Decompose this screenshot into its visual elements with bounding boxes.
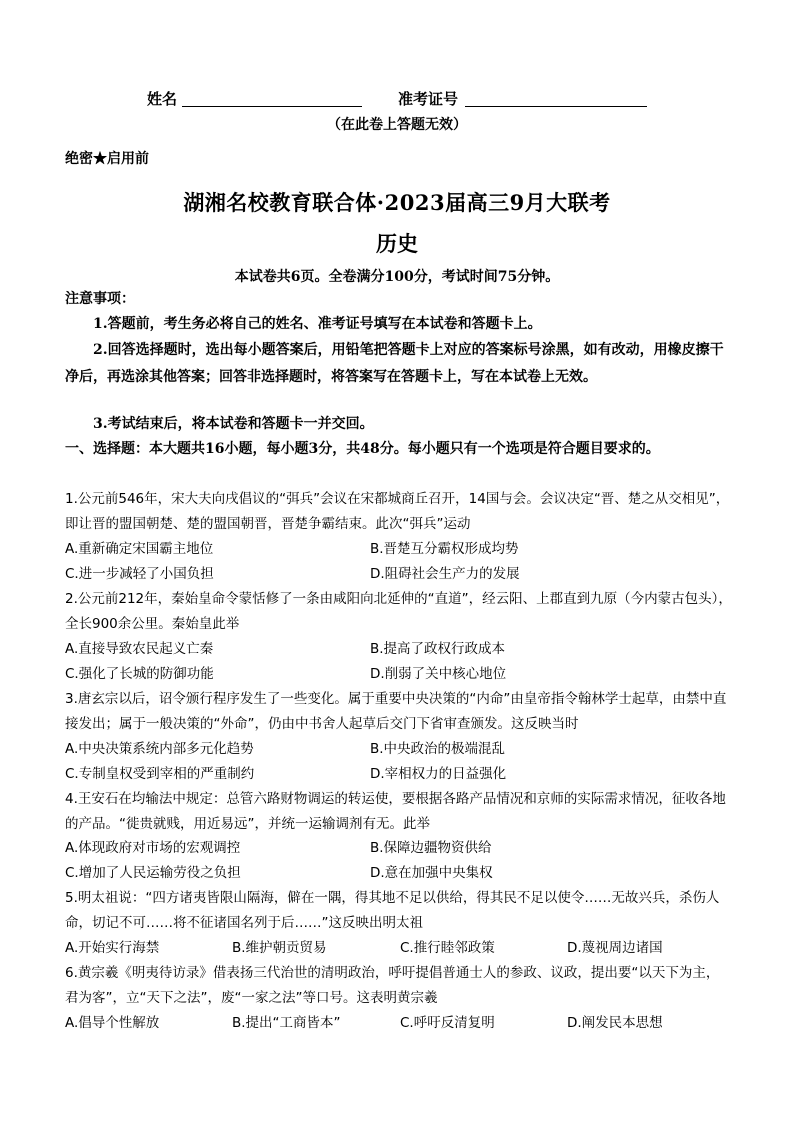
option-c: C.强化了长城的防御功能 [65,666,214,682]
option-c: C.增加了人民运输劳役之负担 [65,865,241,881]
option-d: D.宰相权力的日益强化 [370,766,507,782]
notice-item: 2.回答选择题时，选出每小题答案后，用铅笔把答题卡上对应的答案标号涂黑，如有改动，用橡皮擦干净后，再选涂其他答案；回答非选择题时，将答案写在答题卡上，写在本试卷上无效。 [65,342,724,385]
option-b: B.晋楚互分霸权形成均势 [370,541,519,557]
option-c: C.进一步减轻了小国负担 [65,566,214,582]
option-d: D.蔑视周边诸国 [567,940,663,956]
option-a: A.直接导致农民起义亡秦 [65,641,214,657]
notice-heading: 注意事项： [65,291,135,307]
exam-info: 本试卷共6页。全卷满分100分，考试时间75分钟。 [234,269,560,285]
notice-item: 1.答题前，考生务必将自己的姓名、准考证号填写在本试卷和答题卡上。 [93,316,542,332]
invalid-note: （在此卷上答题无效） [327,117,467,133]
name-label: 姓名 [147,90,178,108]
question-stem: 6.黄宗羲《明夷待访录》借表扬三代治世的清明政治，呼吁提倡普通士人的参政、议政，提出要“以天下为主，君为客”，立“天下之法”，废“一家之法”等口号。这表明黄宗羲 [65,965,720,1006]
option-b: B.提高了政权行政成本 [370,641,506,657]
option-c: C.专制皇权受到宰相的严重制约 [65,766,255,782]
option-c: C.推行睦邻政策 [400,940,495,956]
option-d: D.削弱了关中核心地位 [370,666,507,682]
question-stem: 3.唐玄宗以后，诏令颁行程序发生了一些变化。属于重要中央决策的“内命”由皇帝指令翰林学士起草，由禁中直接发出；属于一般决策的“外命”，仍由中书舍人起草后交门下省审查颁发。这反映当时 [65,691,727,732]
option-c: C.呼吁反清复明 [400,1015,495,1031]
question-stem: 4.王安石在均输法中规定：总管六路财物调运的转运使，要根据各路产品情况和京师的实际需求情况，征收各地的产品。“徙贵就贱，用近易远”，并统一运输调剂有无。此举 [65,791,726,832]
question-stem: 2.公元前212年，秦始皇命令蒙恬修了一条由咸阳向北延伸的“直道”，经云阳、上郡直到九原（今内蒙古包头），全长900余公里。秦始皇此举 [65,591,732,632]
notice-item: 3.考试结束后，将本试卷和答题卡一并交回。 [93,416,374,432]
option-b: B.保障边疆物资供给 [370,840,492,856]
candidate-info-line [0,88,794,112]
option-d: D.阻碍社会生产力的发展 [370,566,520,582]
confidential-mark: 绝密★启用前 [65,151,149,167]
option-b: B.维护朝贡贸易 [232,940,327,956]
question-stem: 1.公元前546年，宋大夫向戌倡议的“弭兵”会议在宋都城商丘召开，14国与会。会议决定“晋、楚之从交相见”，即让晋的盟国朝楚、楚的盟国朝晋，晋楚争霸结束。此次“弭兵”运动 [65,491,730,532]
exam-title: 湖湘名校教育联合体·2023届高三9月大联考 [183,190,611,215]
option-a: A.倡导个性解放 [65,1015,160,1031]
option-b: B.中央政治的极端混乱 [370,741,506,757]
option-b: B.提出“工商皆本” [232,1015,341,1031]
option-a: A.中央决策系统内部多元化趋势 [65,741,254,757]
subject-title: 历史 [376,231,418,256]
section-heading: 一、选择题：本大题共16小题，每小题3分，共48分。每小题只有一个选项是符合题目要求的。 [65,441,660,457]
exam-id-blank-line [465,106,647,107]
option-d: D.意在加强中央集权 [370,865,493,881]
option-a: A.重新确定宋国霸主地位 [65,541,214,557]
exam-id-label: 准考证号 [398,90,459,108]
question-stem: 5.明太祖说：“四方诸夷皆限山隔海，僻在一隅，得其地不足以供给，得其民不足以使令……无故兴兵，杀伤人命，切记不可……将不征诸国名列于后……”这反映出明太祖 [65,890,720,931]
option-a: A.体现政府对市场的宏观调控 [65,840,241,856]
name-blank-line [182,106,362,107]
option-a: A.开始实行海禁 [65,940,160,956]
option-d: D.阐发民本思想 [567,1015,663,1031]
